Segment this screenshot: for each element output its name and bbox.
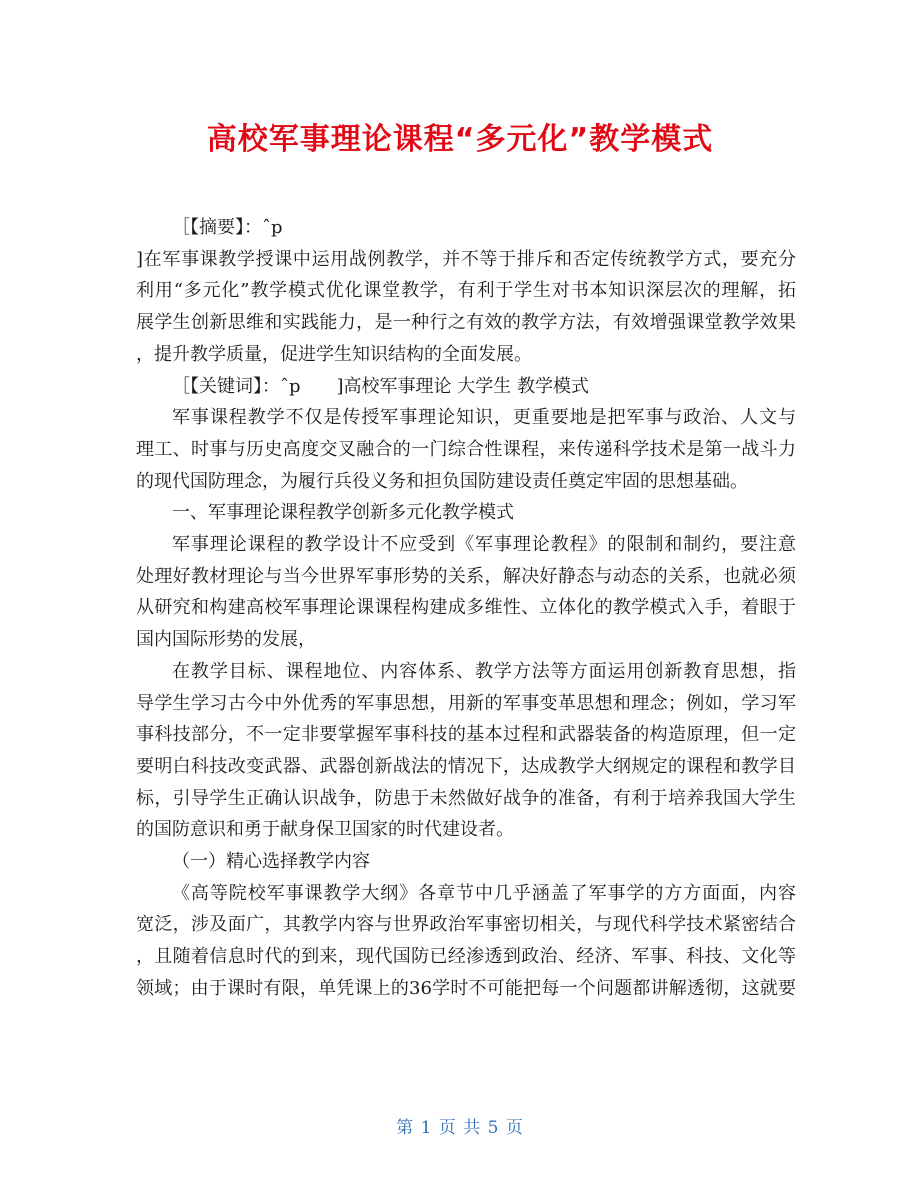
paragraph-line: 导学生学习古今中外优秀的军事思想，用新的军事变革思想和理念；例如，学习军	[136, 692, 796, 714]
paragraph-line: 从研究和构建高校军事理论课课程构建成多维性、立体化的教学模式入手，着眼于	[136, 597, 796, 619]
paragraph-line: 的国防意识和勇于献身保卫国家的时代建设者。	[136, 819, 514, 841]
page-number-footer: 第 1 页 共 5 页	[396, 1118, 524, 1138]
document-body	[136, 212, 796, 1005]
keywords-line: ［【关键词】：ˆp ]高校军事理论 大学生 教学模式	[172, 375, 589, 397]
paragraph-line: 国内国际形势的发展，	[136, 629, 316, 651]
abstract-label: ［【摘要】：ˆp	[172, 217, 283, 238]
paragraph-3	[136, 656, 796, 846]
paragraph-line: 宽泛，涉及面广，其教学内容与世界政治军事密切相关，与现代科学技术紧密结合	[136, 914, 796, 936]
section-heading-2: （一）精心选择教学内容	[172, 851, 370, 873]
paragraph-line: 事科技部分，不一定非要掌握军事科技的基本过程和武器装备的构造原理，但一定	[136, 724, 796, 746]
paragraph-line: 军事课程教学不仅是传授军事理论知识，更重要地是把军事与政治、人文与	[172, 407, 796, 429]
paragraph-line: 军事理论课程的教学设计不应受到《军事理论教程》的限制和制约，要注意	[172, 534, 796, 556]
paragraph-2	[136, 529, 796, 656]
paragraph-line: 标，引导学生正确认识战争，防患于未然做好战争的准备，有利于培养我国大学生	[136, 787, 796, 809]
document-title: 高校军事理论课程“多元化”教学模式	[206, 122, 714, 157]
section-heading-1: 一、军事理论课程教学创新多元化教学模式	[172, 502, 514, 524]
abstract-line: ，提升教学质量，促进学生知识结构的全面发展。	[136, 343, 532, 365]
abstract-line: 展学生创新思维和实践能力，是一种行之有效的教学方法，有效增强课堂教学效果	[136, 312, 796, 334]
paragraph-4	[136, 878, 796, 1005]
paragraph-line: 《高等院校军事课教学大纲》各章节中几乎涵盖了军事学的方方面面，内容	[172, 882, 796, 904]
abstract-line: 利用“多元化”教学模式优化课堂教学，有利于学生对书本知识深层次的理解，拓	[136, 280, 796, 302]
paragraph-line: 要明白科技改变武器、武器创新战法的情况下，达成教学大纲规定的课程和教学目	[136, 755, 796, 777]
paragraph-line: 领域；由于课时有限，单凭课上的36学时不可能把每一个问题都讲解透彻，这就要	[136, 977, 796, 999]
paragraph-1	[136, 402, 796, 497]
abstract-paragraph	[136, 244, 796, 371]
paragraph-line: ，且随着信息时代的到来，现代国防已经渗透到政治、经济、军事、科技、文化等	[136, 946, 796, 968]
abstract-line: ]在军事课教学授课中运用战例教学，并不等于排斥和否定传统教学方式，要充分	[136, 248, 796, 270]
paragraph-line: 处理好教材理论与当今世界军事形势的关系，解决好静态与动态的关系，也就必须	[136, 565, 796, 587]
paragraph-line: 理工、时事与历史高度交叉融合的一门综合性课程，来传递科学技术是第一战斗力	[136, 438, 796, 460]
paragraph-line: 的现代国防理念，为履行兵役义务和担负国防建设责任奠定牢固的思想基础。	[136, 470, 748, 492]
paragraph-line: 在教学目标、课程地位、内容体系、教学方法等方面运用创新教育思想，指	[172, 660, 796, 682]
